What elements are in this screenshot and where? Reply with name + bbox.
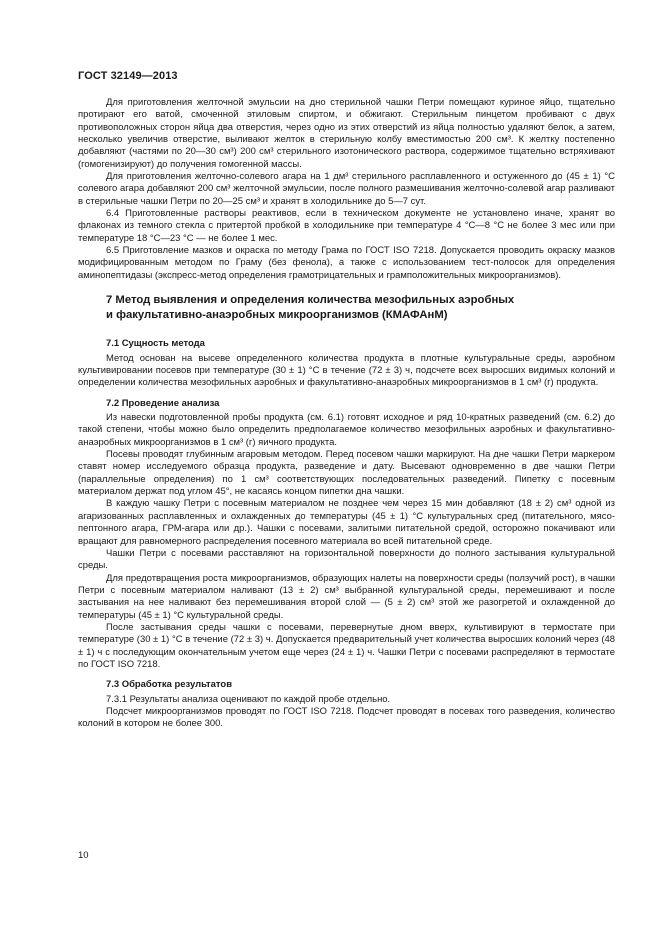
paragraph-7-2-b: Посевы проводят глубинным агаровым методом. Перед посевом чашки маркируют. На дне чашки Петри маркером ставят номер исследуемого образца продукта, разведение и дату. Высевают одновременно в две чашки Петри (параллельные определения) по 1 см³ соответствующих последовательных разведений. Пипетку с посевным материалом держат под углом 45°, не касаясь концом пипетки дна чашки. — [78, 449, 615, 498]
paragraph-yolk-salt-agar: Для приготовления желточно-солевого агара на 1 дм³ стерильного расплавленного и остуженного до (45 ± 1) °С солевого агара добавляют 200 см³ желточной эмульсии, после полного размешивания желточно-солевой агар разливают в стерильные чашки Петри по 20—25 см³ и хранят в холодильнике до 5—7 сут. — [78, 171, 615, 207]
section-7-title — [106, 293, 615, 322]
page-number: 10 — [78, 850, 89, 861]
paragraph-7-1: Метод основан на высеве определенного количества продукта в плотные культуральные среды, аэробном культивировании посевов при температуре (30 ± 1) °С в течение (72 ± 3) ч, подсчете всех выросших видимых колоний и определении количества мезофильных аэробных и факультативно-анаэробных микроорганизмов в 1 см³ (г) продукта. — [78, 352, 615, 389]
paragraph-6-5: 6.5 Приготовление мазков и окраска по методу Грама по ГОСТ ISO 7218. Допускается проводить окраску мазков модифицированным методом по Граму (без фенола), а также с использованием тест-полосок для определения аминопептидазы (экспресс-метод определения грамотрицательных и грамположительных микроорганизмов). — [78, 245, 615, 281]
section-7-title-line2: и факультативно-анаэробных микроорганизмов (КМАФАнМ) — [106, 308, 448, 321]
paragraph-7-3-b: Подсчет микроорганизмов проводят по ГОСТ ISO 7218. Подсчет проводят в посевах того разведения, количество колоний в котором не более 300. — [78, 705, 615, 730]
subsection-7-2-title: 7.2 Проведение анализа — [106, 397, 220, 409]
section-7-title-line1: 7 Метод выявления и определения количества мезофильных аэробных — [106, 294, 515, 307]
paragraph-7-2-c: В каждую чашку Петри с посевным материалом не позднее чем через 15 мин добавляют (18 ± 2) см³ одной из агаризованных расплавленных и охлажденных до температуры (45 ± 1) °С культуральных сред (питательного, мясо-пептонного агара, ГРМ-агара или др.). Чашки с посевами, залитыми питательной средой, осторожно покачивают или вращают для равномерного распределения посевного материала во всей питательной среде. — [78, 498, 615, 547]
document-header: ГОСТ 32149—2013 — [78, 70, 178, 82]
paragraph-7-2-d: Чашки Петри с посевами расставляют на горизонтальной поверхности до полного застывания культуральной среды. — [78, 547, 615, 572]
paragraph-7-3-1: 7.3.1 Результаты анализа оценивают по каждой пробе отдельно. — [106, 693, 391, 705]
paragraph-7-2-e: Для предотвращения роста микроорганизмов, образующих налеты на поверхности среды (ползучий рост), в чашки Петри с посевным материалом наливают (13 ± 2) см³ выбранной культуральной среды, перемешивают и после застывания на нее наливают без перемешивания второй слой — (5 ± 2) см³ этой же разогретой и охлажденной до температуры (45 ± 1) °С культуральной среды. — [78, 572, 615, 621]
paragraph-6-4: 6.4 Приготовленные растворы реактивов, если в техническом документе не установлено иначе, хранят во флаконах из темного стекла с притертой пробкой в холодильнике при температуре 4 °С—8 °С не более 3 мес или при температуре 18 °С—23 °С — не более 1 мес. — [78, 208, 615, 244]
paragraph-7-2-a: Из навески подготовленной пробы продукта (см. 6.1) готовят исходное и ряд 10-кратных разведений (см. 6.2) до такой степени, чтобы можно было определить предполагаемое количество мезофильных аэробных и факультативно-анаэробных микроорганизмов в 1 см³ (г) яичного продукта. — [78, 412, 615, 448]
paragraph-7-2-f: После застывания среды чашки с посевами, перевернутые дном вверх, культивируют в термостате при температуре (30 ± 1) °С в течение (72 ± 3) ч. Допускается предварительный учет количества выросших колоний через (48 ± 1) ч с последующим окончательным учетом еще через (24 ± 1) ч. Чашки Петри с посевами распределяют в термостате по ГОСТ ISO 7218. — [78, 621, 615, 670]
paragraph-yolk-emulsion: Для приготовления желточной эмульсии на дно стерильной чашки Петри помещают куриное яйцо, тщательно протирают его ватой, смоченной этиловым спиртом, и обжигают. Стерильным пинцетом пробивают с двух противоположных сторон яйца два отверстия, через одно из этих отверстий из яйца полностью удаляют белок, а затем, несколько увеличив отверстие, выливают желток в стерильную колбу вместимостью 200 см³. К желтку постепенно добавляют (частями по 20—30 см³) 200 см³ стерильного изотонического раствора, содержимое тщательно встряхивают (гомогенизируют) до получения гомогенной массы. — [78, 97, 615, 170]
subsection-7-1-title: 7.1 Сущность метода — [106, 338, 205, 350]
subsection-7-3-title: 7.3 Обработка результатов — [106, 679, 232, 691]
page-content — [78, 97, 615, 731]
